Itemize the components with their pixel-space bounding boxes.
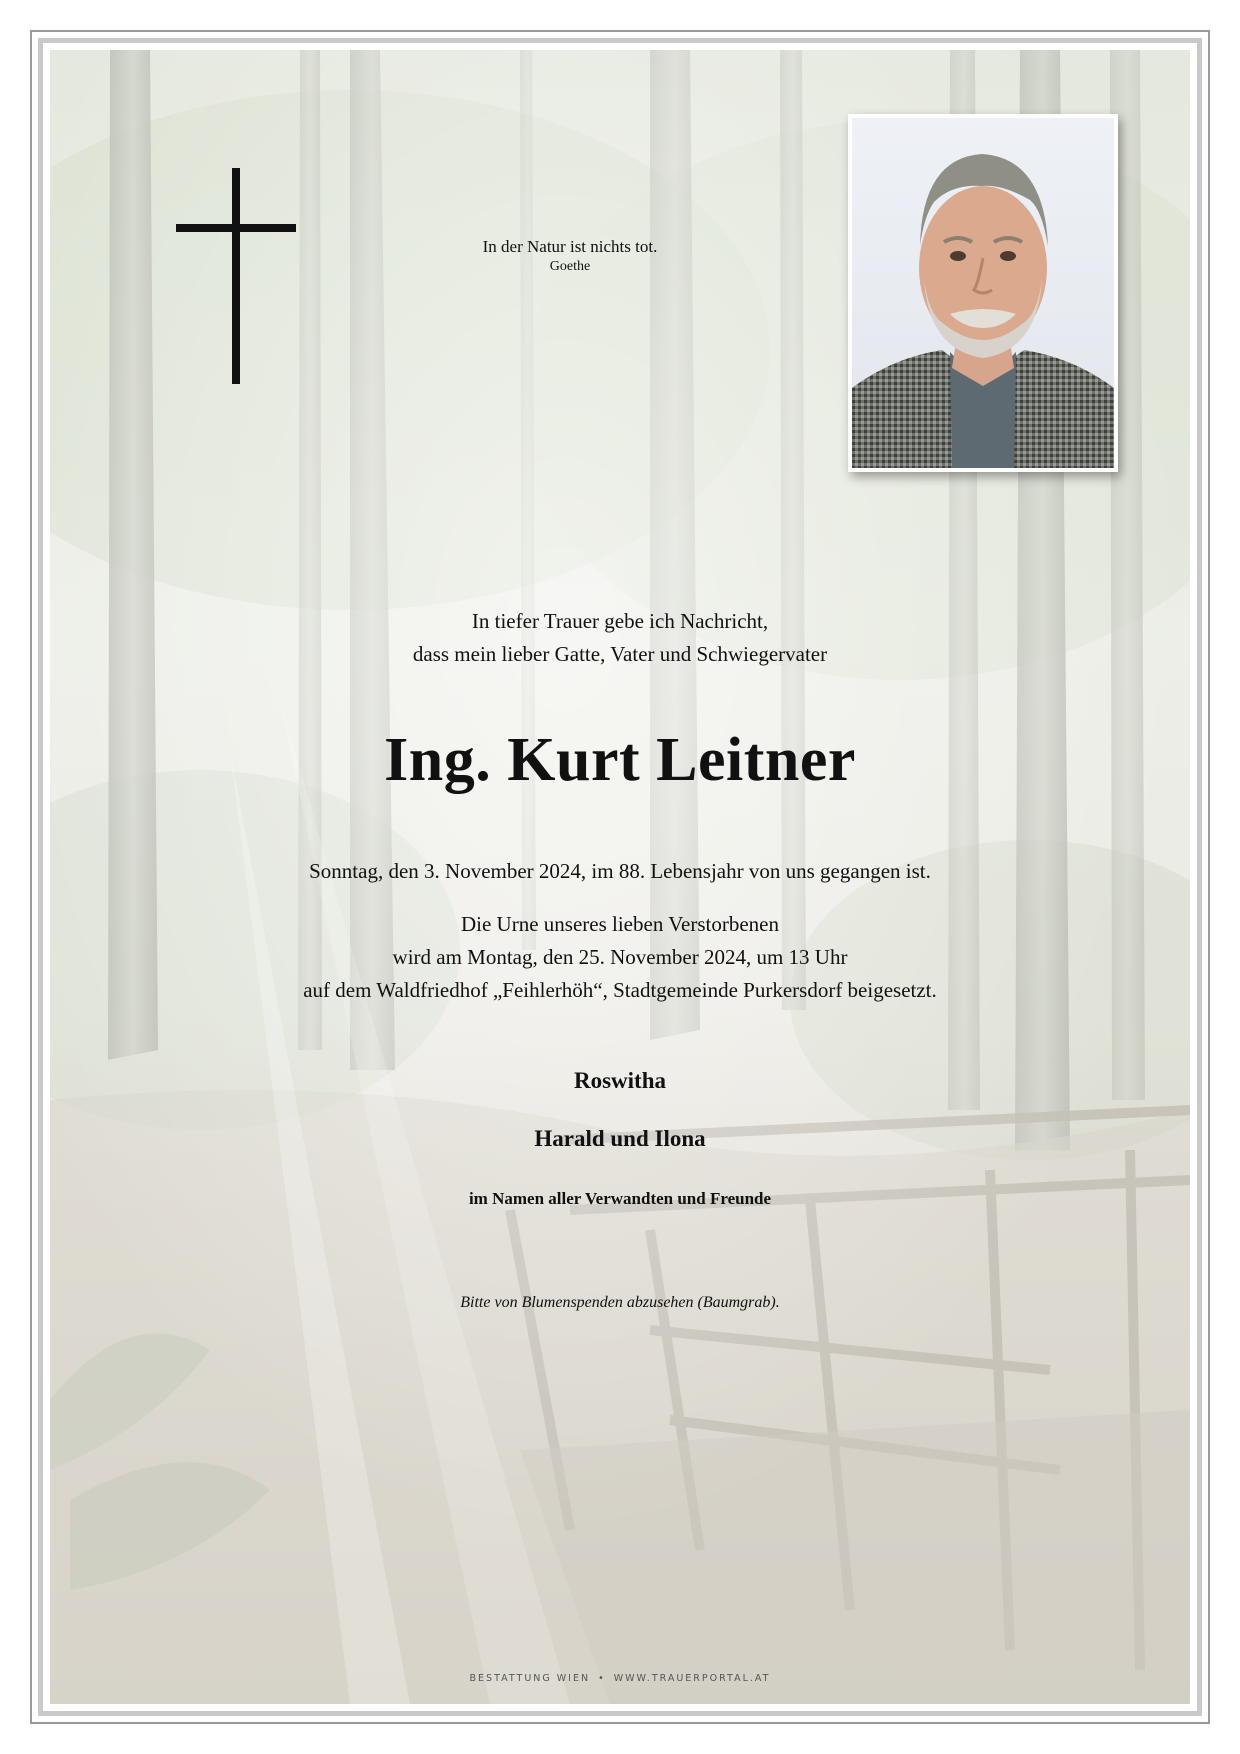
footer-separator: • [598, 1673, 606, 1684]
quote-author: Goethe [549, 259, 591, 274]
footer-website: WWW.TRAUERPORTAL.AT [613, 1673, 771, 1684]
mourner-name: Harald und Ilona [534, 1126, 706, 1151]
quote-block [420, 236, 720, 276]
intro-line: dass mein lieber Gatte, Vater und Schwiegervater [412, 642, 828, 666]
cross-icon [176, 168, 296, 384]
intro-text [60, 605, 1180, 671]
flower-request: Bitte von Blumenspenden abzusehen (Baumgrab). [460, 1294, 780, 1311]
burial-line: wird am Montag, den 25. November 2024, um 13 Uhr [392, 945, 848, 969]
footer-credit [60, 1673, 1180, 1684]
burial-line: Die Urne unseres lieben Verstorbenen [460, 912, 779, 936]
burial-details [60, 908, 1180, 1007]
death-notice: Sonntag, den 3. November 2024, im 88. Lebensjahr von uns gegangen ist. [309, 859, 931, 883]
footer-company: BESTATTUNG WIEN [469, 1673, 591, 1684]
intro-line: In tiefer Trauer gebe ich Nachricht, [471, 609, 769, 633]
burial-line: auf dem Waldfriedhof „Feihlerhöh“, Stadtgemeinde Purkersdorf beigesetzt. [303, 978, 937, 1002]
portrait-photo [848, 114, 1118, 472]
deceased-name: Ing. Kurt Leitner [384, 726, 856, 794]
relatives-line: im Namen aller Verwandten und Freunde [468, 1189, 772, 1208]
quote-text: In der Natur ist nichts tot. [482, 237, 658, 256]
mourner-name: Roswitha [573, 1068, 666, 1093]
